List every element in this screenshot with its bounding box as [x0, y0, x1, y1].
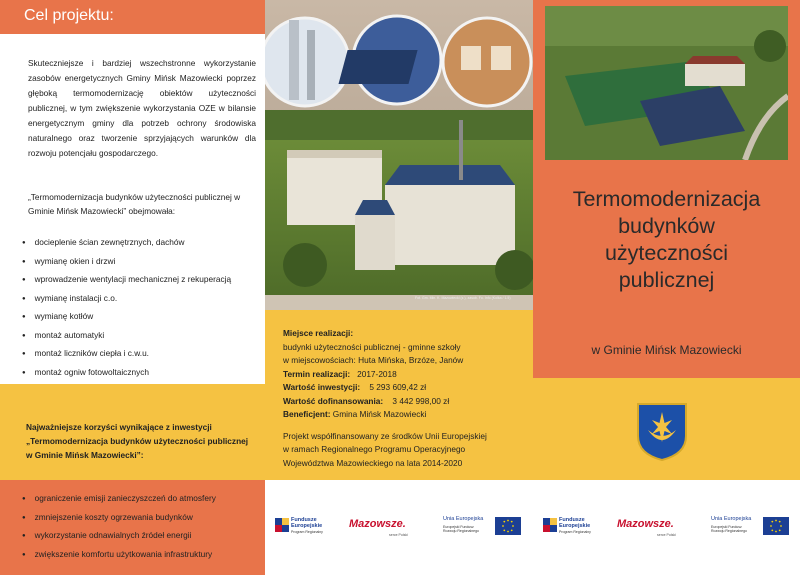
- fundusze-europejskie-logo: [543, 514, 595, 540]
- mazowsze-name: Mazowsze.: [349, 518, 406, 530]
- logo-row: [275, 514, 525, 540]
- fe-sub: Program Regionalny: [559, 530, 591, 534]
- logo-strip-right: [533, 480, 800, 575]
- title-line: budynków: [618, 214, 715, 238]
- right-panel: [533, 0, 800, 575]
- list-item: ● wprowadzenie wentylacji mechanicznej z rekuperacją: [22, 271, 262, 290]
- logo-strip-middle: [265, 480, 533, 575]
- project-info-box: [265, 310, 533, 480]
- investment-label: Wartość inwestycji:: [283, 382, 361, 392]
- eu-name: Unia Europejska: [711, 516, 752, 522]
- eu-sub: Europejski Fundusz Rozwoju Regionalnego: [711, 525, 747, 533]
- benefits-header-box: [0, 384, 265, 480]
- goal-header: [0, 0, 265, 34]
- goal-section: [0, 34, 265, 384]
- photo-illustration: [265, 0, 533, 310]
- list-item: ● montaż automatyki: [22, 327, 262, 346]
- mazowsze-sub: serce Polski: [657, 533, 676, 537]
- photo-caption: Fot. Gm. Min. K. Mazowiecki (z.), zasob. Fo. Info (Kolka / 1.5): [415, 296, 511, 300]
- mazowsze-sub: serce Polski: [389, 533, 408, 537]
- investment-value: 5 293 609,42 zł: [369, 382, 427, 392]
- brochure-subtitle: w Gminie Mińsk Mazowiecki: [591, 343, 742, 357]
- coat-of-arms-icon: [636, 402, 688, 462]
- funding-line-2: w ramach Regionalnego Programu Operacyjnego: [283, 444, 466, 454]
- eu-logo: [443, 514, 525, 540]
- period-value: 2017-2018: [357, 368, 397, 379]
- sports-field-illustration: [545, 6, 788, 160]
- period-label: Termin realizacji:: [283, 368, 351, 379]
- location-value-1: budynki użyteczności publicznej - gminne szkoły: [283, 341, 461, 352]
- scope-list: [22, 234, 262, 401]
- sports-field-photo: [545, 6, 788, 160]
- eu-flag-icon: [495, 517, 521, 535]
- beneficiary-value: Gmina Mińsk Mazowiecki: [332, 409, 427, 419]
- mazowsze-logo: [349, 514, 429, 540]
- funding-line-3: Województwa Mazowieckiego na lata 2014-2020: [283, 457, 463, 468]
- benefits-box: [0, 480, 265, 575]
- funding-line-1: Projekt współfinansowany ze środków Unii Europejskiej: [283, 430, 487, 441]
- goal-text: Skuteczniejsze i bardziej wszechstronne wykorzystanie zasobów energetycznych Gminy Mińsk Mazowiecki poprzez głęboką termomodernizację obiektów użyteczności publicznej, w tym zwiększenie wykorzystania OZE w bilansie energetycznym gminy dla potrzeb ochrony środowiska naturalnego oraz tworzenie sprzyjających warunków dla rozwoju potencjału gospodarczego.: [28, 58, 256, 158]
- crest-section: [533, 378, 800, 480]
- school-photo-collage: [265, 0, 533, 310]
- eu-sub: Europejski Fundusz Rozwoju Regionalnego: [443, 525, 479, 533]
- scope-intro: „Termomodernizacja budynków użyteczności publicznej w Gminie Mińsk Mazowiecki” obejmowała:: [28, 192, 241, 216]
- fe-name: Fundusze Europejskie: [291, 517, 323, 529]
- mazowsze-name: Mazowsze.: [617, 518, 674, 530]
- list-item: ● ograniczenie emisji zanieczyszczeń do atmosfery: [22, 490, 216, 509]
- list-item: ● montaż liczników ciepła i c.w.u.: [22, 345, 262, 364]
- location-label: Miejsce realizacji:: [283, 328, 354, 338]
- goal-heading: Cel projektu:: [24, 7, 114, 24]
- list-item: ● wymianę okien i drzwi: [22, 253, 262, 272]
- title-line: Termomodernizacja: [572, 187, 761, 211]
- fe-name: Fundusze Europejskie: [559, 517, 591, 529]
- benefits-list: [22, 490, 216, 564]
- project-info: [283, 327, 528, 470]
- brochure-title: [543, 186, 790, 294]
- list-item: ● wymianę instalacji c.o.: [22, 290, 262, 309]
- eu-flag-icon: [763, 517, 789, 535]
- title-line: użyteczności: [604, 241, 729, 265]
- fe-icon: [543, 518, 557, 532]
- list-item: ● montaż ogniw fotowoltaicznych: [22, 364, 262, 383]
- cofinancing-value: 3 442 998,00 zł: [392, 395, 450, 406]
- eu-name: Unia Europejska: [443, 516, 484, 522]
- eu-logo: [711, 514, 793, 540]
- mazowsze-logo: [617, 514, 697, 540]
- middle-panel: [265, 0, 533, 575]
- location-value-2: w miejscowościach: Huta Mińska, Brzóze, Janów: [283, 355, 464, 365]
- title-line: publicznej: [618, 268, 715, 292]
- fundusze-europejskie-logo: [275, 514, 327, 540]
- beneficiary-label: Beneficjent:: [283, 409, 331, 419]
- left-panel: [0, 0, 265, 575]
- list-item: ● zmniejszenie koszty ogrzewania budynków: [22, 509, 216, 528]
- list-item: ● wymianę kotłów: [22, 308, 262, 327]
- cofinancing-label: Wartość dofinansowania:: [283, 395, 384, 406]
- logo-row: [543, 514, 793, 540]
- fe-sub: Program Regionalny: [291, 530, 323, 534]
- benefits-title: Najważniejsze korzyści wynikające z inwestycji „Termomodernizacja budynków użyteczności publicznej w Gminie Mińsk Mazowiecki”:: [26, 422, 249, 460]
- list-item: ● wykorzystanie odnawialnych źródeł energii: [22, 527, 216, 546]
- list-item: ● zwiększenie komfortu użytkowania infrastruktury: [22, 546, 216, 565]
- cover-section: [533, 0, 800, 378]
- list-item: ● docieplenie ścian zewnętrznych, dachów: [22, 234, 262, 253]
- fe-icon: [275, 518, 289, 532]
